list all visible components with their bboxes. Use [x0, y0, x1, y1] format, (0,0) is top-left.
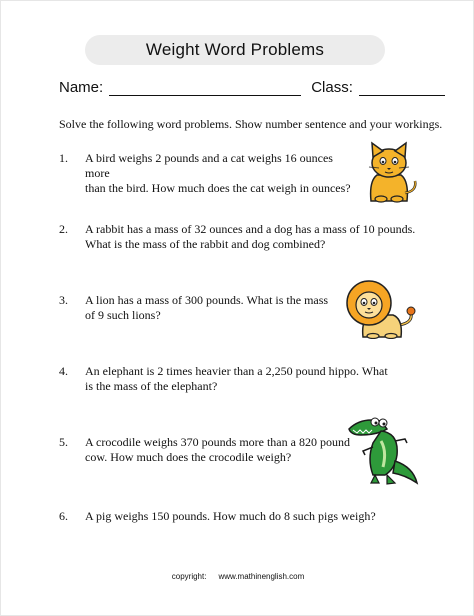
problem-text — [85, 364, 425, 394]
problem-number: 6. — [59, 509, 68, 523]
problem-line: What is the mass of the rabbit and dog combined? — [85, 237, 326, 251]
instructions: Solve the following word problems. Show number sentence and your workings. — [59, 117, 443, 131]
problem-line: of 9 such lions? — [85, 308, 161, 322]
problem-line: A lion has a mass of 300 pounds. What is the mass — [85, 293, 329, 307]
problem-number: 1. — [59, 151, 68, 165]
problem-number: 2. — [59, 222, 68, 236]
problem-line: A rabbit has a mass of 32 ounces and a dog has a mass of 10 pounds. — [85, 222, 416, 236]
problem-line: is the mass of the elephant? — [85, 379, 218, 393]
cat-icon — [359, 141, 419, 203]
problem-line: than the bird. How much does the cat weigh in ounces? — [85, 181, 351, 195]
title-banner — [85, 35, 385, 65]
problem-text — [85, 151, 355, 196]
problem-number: 5. — [59, 435, 68, 449]
lion-icon — [341, 279, 421, 339]
problem-text — [85, 435, 355, 465]
problem-line: A pig weighs 150 pounds. How much do 8 such pigs weigh? — [85, 509, 376, 523]
problem-text — [85, 222, 425, 252]
problem-number: 3. — [59, 293, 68, 307]
class-label: Class: — [311, 79, 353, 96]
name-label: Name: — [59, 79, 104, 96]
problem-line: A bird weighs 2 pounds and a cat weighs 16 ounces more — [85, 151, 333, 180]
page-title: Weight Word Problems — [145, 40, 325, 59]
student-fields — [59, 79, 445, 96]
class-field[interactable] — [359, 81, 445, 96]
copyright-label: copyright: — [171, 572, 207, 581]
problem-text — [85, 293, 355, 323]
crocodile-icon — [347, 411, 419, 487]
problem-line: A crocodile weighs 370 pounds more than a 820 pound — [85, 435, 350, 449]
problem-number: 4. — [59, 364, 68, 378]
problem-text — [85, 509, 425, 524]
copyright-site: www.mathinenglish.com — [218, 572, 305, 581]
problem-line: cow. How much does the crocodile weigh? — [85, 450, 292, 464]
name-field[interactable] — [109, 81, 301, 96]
problem-line: An elephant is 2 times heavier than a 2,250 pound hippo. What — [85, 364, 388, 378]
footer — [1, 572, 474, 581]
